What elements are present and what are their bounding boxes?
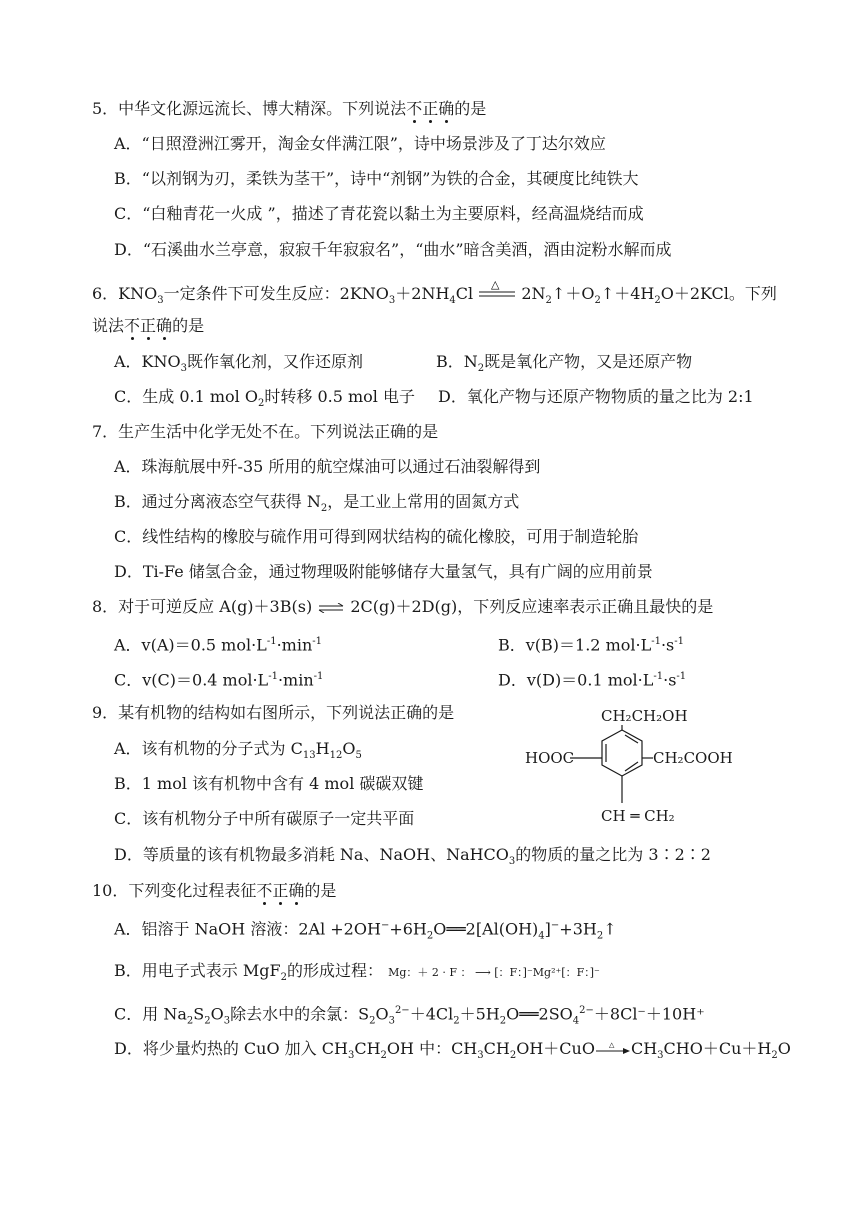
reaction-arrow-icon (595, 1039, 631, 1061)
q9-option-b: B．1 mol 该有机物中含有 4 mol 碳碳双键 (114, 774, 424, 793)
q6-option-d: D．氧化产物与还原产物物质的量之比为 2:1 (438, 387, 754, 406)
q10-option-b: B．用电子式表示 MgF$_2$的形成过程： Mg：＋ 2 · F ： ⟶ [：F：]⁻Mg²⁺[：F：]⁻ (114, 961, 600, 984)
svg-text:△: △ (608, 1040, 615, 1049)
q5-option-a: A．“日照澄洲江雾开，淘金女伴满江限”，诗中场景涉及了丁达尔效应 (114, 134, 606, 153)
structure-diagram (525, 703, 755, 833)
benzene-ring (570, 725, 653, 803)
q9-option-d: D．等质量的该有机物最多消耗 Na、NaOH、NaHCO$_3$的物质的量之比为 3∶2∶2 (114, 845, 711, 868)
emphasis-dots: 不正确 (406, 99, 455, 118)
q8-stem: 8．对于可逆反应 A(g)＋3B(s) 2C(g)＋2D(g)，下列反应速率表示正确且最快的是 (92, 596, 713, 619)
q10-option-a: A．铝溶于 NaOH 溶液：$2Al +2OH^-+6H_2O══2[Al(OH)_4]^-+3H_2↑$ (114, 919, 617, 942)
q8-option-c: C．v(C)＝0.4 $mol\cdot L^{-1}\cdot\min^{-1}$ (114, 670, 324, 690)
q8-option-a: A．v(A)＝0.5 $mol\cdot L^{-1}\cdot\min^{-1}$ (114, 635, 322, 655)
struct-top-label: CH₂CH₂OH (601, 707, 688, 725)
q7-option-a: A．珠海航展中歼-35 所用的航空煤油可以通过石油裂解得到 (114, 457, 541, 476)
q8-option-b: B．v(B)＝1.2 $mol\cdot L^{-1}\cdot s^{-1}$ (498, 635, 685, 655)
electron-formula: Mg：＋ 2 · F ： ⟶ [：F：]⁻Mg²⁺[：F：]⁻ (388, 966, 600, 979)
q5-option-b: B．“以剂钢为刃，柔铁为茎干”，诗中“剂钢”为铁的合金，其硬度比纯铁大 (114, 169, 639, 188)
q8-option-d: D．v(D)＝0.1 $mol\cdot L^{-1}\cdot s^{-1}$ (498, 670, 687, 690)
q10-option-c: C．用 $Na_2S_2O_3$除去水中的余氯：$S_2O_3^{2-}+4Cl_2+5H_2O══2SO_4^{2-}+8Cl^-+10H^+$ (114, 1004, 705, 1027)
q5-option-d: D．“石溪曲水兰亭意，寂寂千年寂寂名”，“曲水”暗含美酒，酒由淀粉水解而成 (114, 240, 672, 259)
q7-stem: 7．生产生活中化学无处不在。下列说法正确的是 (92, 422, 439, 441)
q7-option-b: B．通过分离液态空气获得 $N_2$，是工业上常用的固氮方式 (114, 492, 520, 515)
q6-option-c: C．生成 0.1 mol $O_2$时转移 0.5 mol 电子 (114, 387, 416, 410)
q7-option-d: D．Ti-Fe 储氢合金，通过物理吸附能够储存大量氢气，具有广阔的应用前景 (114, 562, 653, 581)
q9-stem: 9．某有机物的结构如右图所示，下列说法正确的是 (92, 703, 455, 722)
q10-option-d: D．将少量灼热的 CuO 加入 $CH_3CH_2OH$ 中：$CH_3CH_2OH+CuO$ △ $CH_3CHO+Cu+H_2O$ (114, 1039, 791, 1062)
equilibrium-arrow-icon (317, 597, 345, 619)
q5-option-c: C．“白釉青花一火成 ”，描述了青花瓷以黏土为主要原料，经高温烧结而成 (114, 204, 644, 223)
q6-option-a: A．$KNO_3$既作氧化剂，又作还原剂 (114, 352, 364, 375)
q6-option-b: B．$N_2$既是氧化产物，又是还原产物 (436, 352, 693, 375)
q9-option-c: C．该有机物分子中所有碳原子一定共平面 (114, 809, 415, 828)
struct-right-label: CH₂COOH (653, 749, 733, 767)
q10-stem: 10．下列变化过程表征不正确的是 (92, 881, 337, 900)
svg-text:△: △ (491, 277, 500, 291)
q6-stem: 6．$KNO_3$一定条件下可发生反应：$2KNO_3+2NH_4Cl$ △ $2N_2↑+O_2↑+4H_2O+2KCl$。下列 (92, 277, 777, 307)
heat-equals-sign (478, 277, 516, 300)
struct-left-label: HOOC (525, 749, 575, 767)
struct-bottom-label: CH ═ CH₂ (601, 807, 675, 825)
q6-stem-cont: 说法不正确的是 (92, 316, 205, 335)
q5-stem: 5．中华文化源远流长、博大精深。下列说法不正确的是 (92, 99, 487, 118)
q7-option-c: C．线性结构的橡胶与硫作用可得到网状结构的硫化橡胶，可用于制造轮胎 (114, 527, 639, 546)
q9-option-a: A．该有机物的分子式为 $C_{13}H_{12}O_5$ (114, 739, 362, 762)
